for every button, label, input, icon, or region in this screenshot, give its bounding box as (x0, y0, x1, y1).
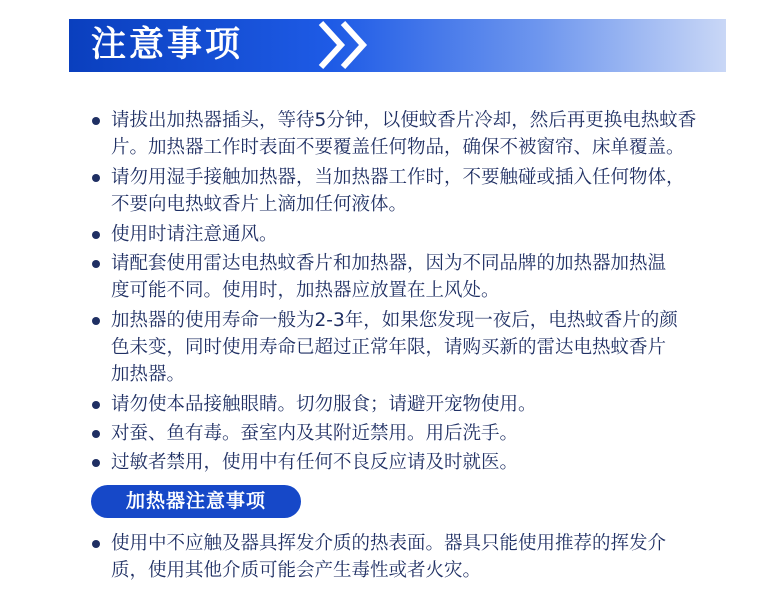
note-text-line: 加热器的使用寿命一般为2-3年，如果您发现一夜后，电热蚊香片的颜 (111, 310, 678, 331)
bullet-dot (92, 231, 100, 239)
heater-section-label (91, 485, 301, 518)
note-text-line: 请勿用湿手接触加热器，当加热器工作时，不要触碰或插入任何物体， (111, 167, 685, 188)
note-text-line: 色未变，同时使用寿命已超过正常年限，请购买新的雷达电热蚊香片 (111, 337, 667, 358)
page-title: 注意事项 (91, 25, 244, 65)
bullet-dot (92, 117, 100, 125)
bullet-dot (92, 174, 100, 182)
note-text-line: 不要向电热蚊香片上滴加任何液体。 (111, 194, 408, 215)
bullet-dot (92, 260, 100, 268)
bullet-dot (92, 317, 100, 325)
note-text-line: 过敏者禁用，使用中有任何不良反应请及时就医。 (111, 452, 519, 473)
note-text-line: 使用中不应触及器具挥发介质的热表面。器具只能使用推荐的挥发介 (111, 533, 667, 554)
heater-section-title: 加热器注意事项 (125, 490, 266, 512)
bullet-dot (92, 540, 100, 548)
note-text-line: 请拔出加热器插头，等待5分钟，以便蚊香片冷却，然后再更换电热蚊香 (111, 110, 697, 131)
header-banner (69, 19, 726, 72)
note-text-line: 质，使用其他介质可能会产生毒性或者火灾。 (111, 560, 482, 581)
double-chevron-right-icon (269, 19, 389, 72)
note-text-line: 请配套使用雷达电热蚊香片和加热器，因为不同品牌的加热器加热温 (111, 253, 667, 274)
bullet-dot (92, 459, 100, 467)
note-text-line: 请勿使本品接触眼睛。切勿服食；请避开宠物使用。 (111, 394, 537, 415)
note-text-line: 度可能不同。使用时，加热器应放置在上风处。 (111, 280, 500, 301)
note-text-line: 对蚕、鱼有毒。蚕室内及其附近禁用。用后洗手。 (111, 423, 519, 444)
note-text-line: 片。加热器工作时表面不要覆盖任何物品，确保不被窗帘、床单覆盖。 (111, 137, 685, 158)
bullet-dot (92, 401, 100, 409)
bullet-dot (92, 430, 100, 438)
note-text-line: 使用时请注意通风。 (111, 224, 278, 245)
note-text-line: 加热器。 (111, 364, 186, 385)
